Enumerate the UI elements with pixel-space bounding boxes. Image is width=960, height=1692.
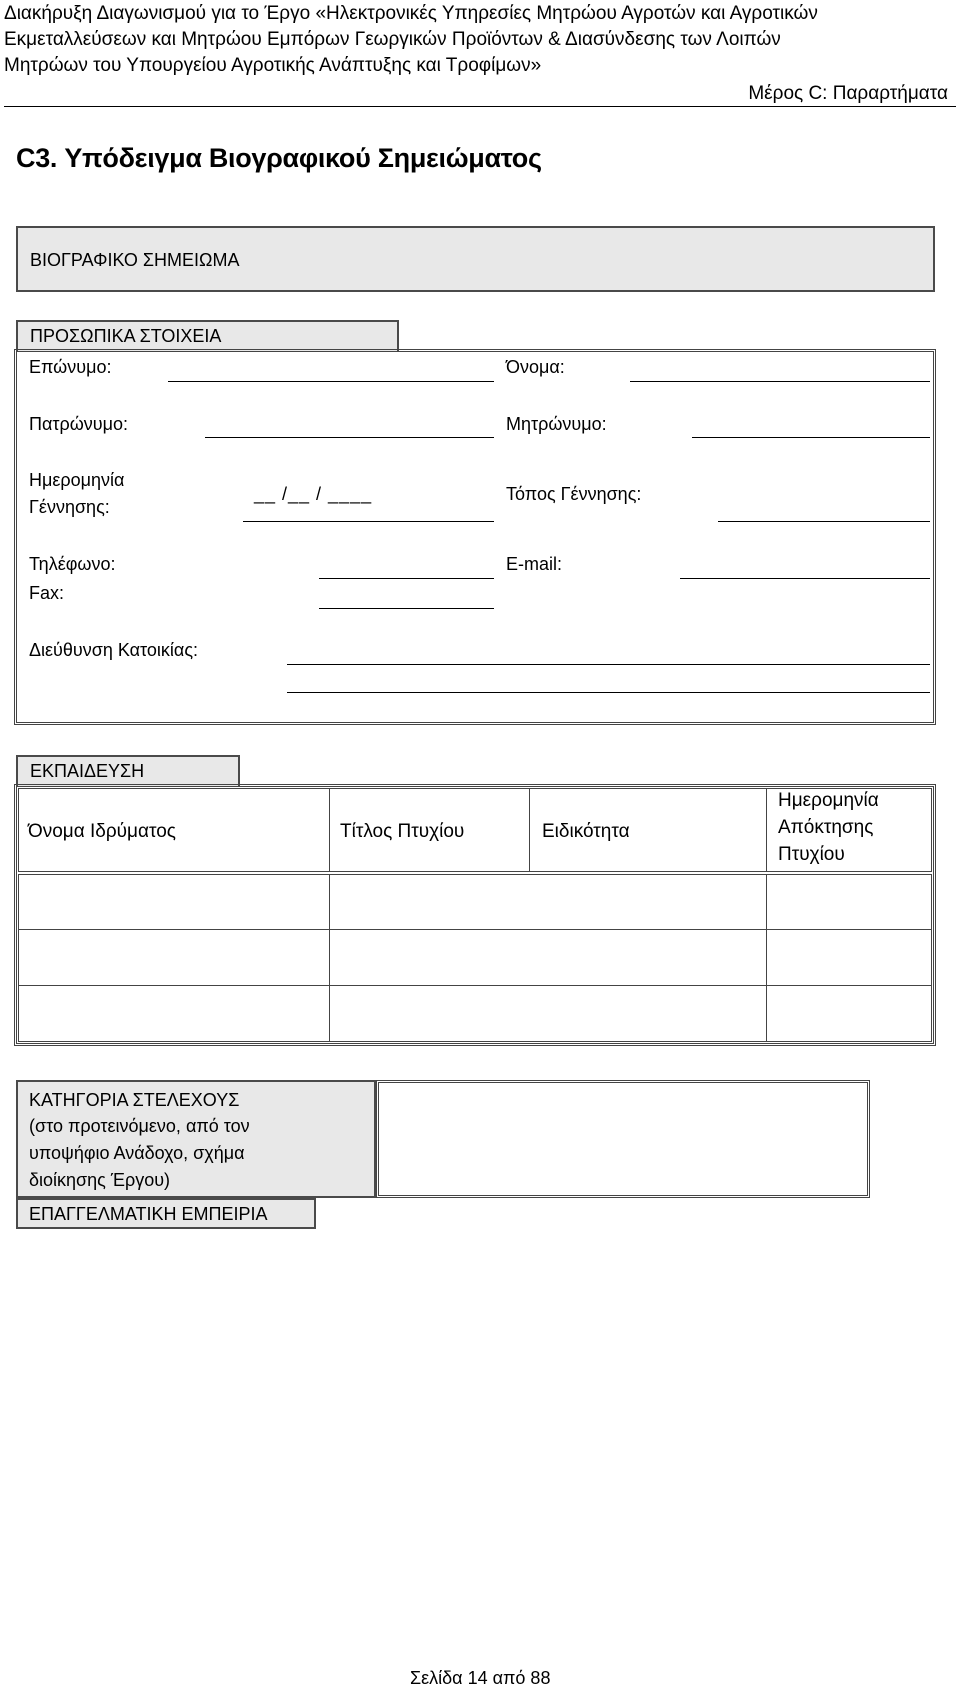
education-col-degree: [329, 788, 530, 872]
mother-name-field[interactable]: [692, 437, 930, 438]
surname-field[interactable]: [168, 381, 494, 382]
category-line-3: υποψήφιο Ανάδοχο, σχήμα: [29, 1143, 245, 1163]
table-row-3-institution[interactable]: [18, 985, 330, 1042]
education-col-specialty: [529, 788, 767, 872]
fax-field[interactable]: [319, 608, 494, 609]
phone-label: Τηλέφωνο:: [29, 554, 116, 574]
table-row-1-degree[interactable]: [329, 874, 767, 930]
father-name-label: Πατρώνυμο:: [29, 414, 129, 434]
address-label: Διεύθυνση Κατοικίας:: [29, 640, 199, 660]
address-field-2[interactable]: [287, 692, 930, 693]
header-rule: [4, 106, 956, 107]
cv-title: ΒΙΟΓΡΑΦΙΚΟ ΣΗΜΕΙΩΜΑ: [30, 250, 240, 270]
table-row-2-institution[interactable]: [18, 929, 330, 986]
experience-heading: ΕΠΑΓΓΕΛΜΑΤΙΚΗ ΕΜΠΕΙΡΙΑ: [29, 1204, 268, 1224]
birth-date-label-1: Ημερομηνία: [29, 470, 125, 490]
table-row-2-degree[interactable]: [329, 929, 767, 986]
father-name-field[interactable]: [205, 437, 494, 438]
category-line-4: διοίκησης Έργου): [29, 1170, 171, 1190]
page-number: Σελίδα 14 από 88: [410, 1668, 551, 1688]
birth-date-placeholder: __ /__ / ____: [254, 484, 373, 504]
name-label: Όνομα:: [506, 357, 565, 377]
education-col-3: Ειδικότητα: [542, 821, 630, 842]
education-heading-tab: [16, 755, 240, 786]
table-row-1-date[interactable]: [766, 874, 932, 930]
category-label-box: [16, 1080, 376, 1198]
phone-field[interactable]: [319, 578, 494, 579]
header-line-2: Εκμεταλλεύσεων και Μητρώου Εμπόρων Γεωργικών Προϊόντων & Διασύνδεσης των Λοιπών: [4, 29, 781, 50]
category-line-1: ΚΑΤΗΓΟΡΙΑ ΣΤΕΛΕΧΟΥΣ: [29, 1090, 240, 1110]
fax-label: Fax:: [29, 583, 65, 603]
surname-label: Επώνυμο:: [29, 357, 112, 377]
education-col-4-line-2: Απόκτησης: [778, 817, 874, 838]
education-col-date: [766, 788, 932, 872]
category-value-field[interactable]: [376, 1080, 870, 1198]
birth-date-label-2: Γέννησης:: [29, 497, 110, 517]
personal-frame: [14, 349, 936, 725]
header-line-3: Μητρώων του Υπουργείου Αγροτικής Ανάπτυξης και Τροφίμων»: [4, 55, 542, 76]
education-col-institution: [18, 788, 330, 872]
table-row-3-degree[interactable]: [329, 985, 767, 1042]
mother-name-label: Μητρώνυμο:: [506, 414, 607, 434]
category-line-2: (στο προτεινόμενο, από τον: [29, 1116, 250, 1136]
personal-heading-tab: [16, 320, 399, 352]
cv-title-box: [16, 226, 935, 292]
table-row-3-date[interactable]: [766, 985, 932, 1042]
section-title: [16, 143, 542, 174]
section-number: C3.: [16, 143, 58, 173]
education-col-1: Όνομα Ιδρύματος: [28, 821, 176, 842]
address-field-1[interactable]: [287, 664, 930, 665]
table-row-2-date[interactable]: [766, 929, 932, 986]
education-col-4-line-3: Πτυχίου: [778, 844, 845, 865]
name-field[interactable]: [630, 381, 930, 382]
table-row-1-institution[interactable]: [18, 874, 330, 930]
section-title-text: Υπόδειγμα Βιογραφικού Σημειώματος: [64, 143, 542, 173]
email-label: E-mail:: [506, 554, 563, 574]
education-col-4-line-1: Ημερομηνία: [778, 790, 879, 811]
header-part: Μέρος C: Παραρτήματα: [748, 83, 948, 104]
experience-heading-box: [16, 1198, 316, 1229]
education-col-2: Τίτλος Πτυχίου: [340, 821, 465, 842]
personal-heading: ΠΡΟΣΩΠΙΚΑ ΣΤΟΙΧΕΙΑ: [30, 326, 222, 346]
birth-place-field[interactable]: [718, 521, 930, 522]
header-line-1: Διακήρυξη Διαγωνισμού για το Έργο «Ηλεκτρονικές Υπηρεσίες Μητρώου Αγροτών και Αγροτικών: [4, 3, 818, 24]
education-heading: ΕΚΠΑΙΔΕΥΣΗ: [30, 761, 145, 781]
email-field[interactable]: [680, 578, 930, 579]
birth-date-field[interactable]: [243, 521, 494, 522]
birth-place-label: Τόπος Γέννησης:: [506, 484, 642, 504]
